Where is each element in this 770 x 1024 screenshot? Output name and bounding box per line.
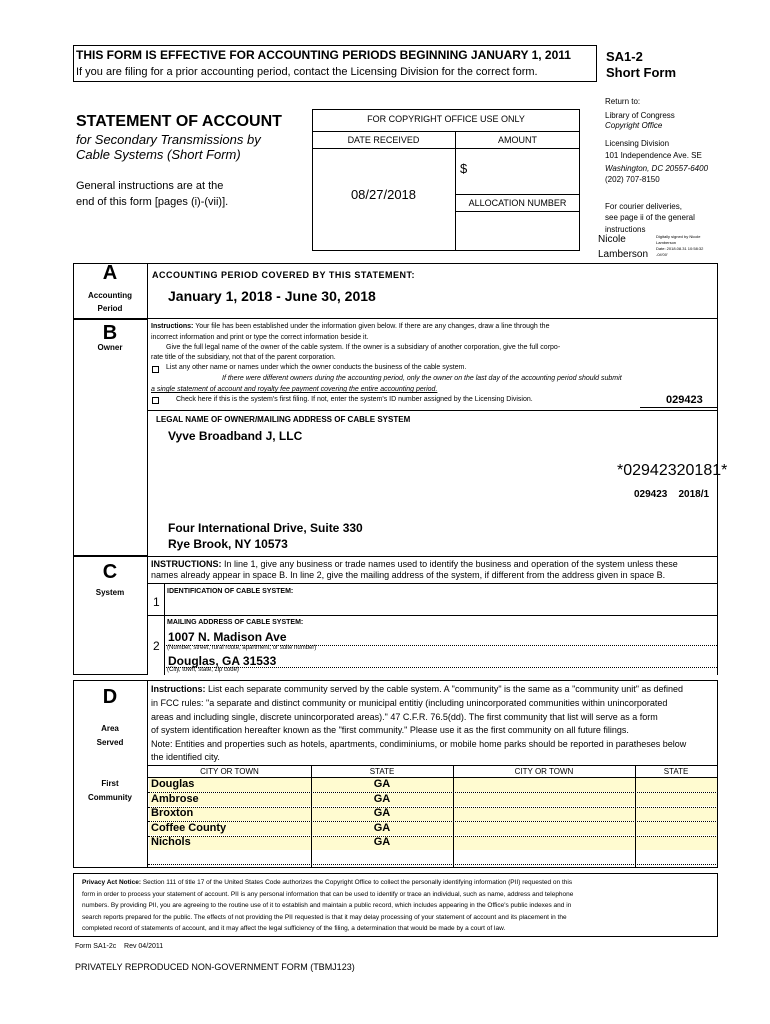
identification-label: IDENTIFICATION OF CABLE SYSTEM:	[167, 588, 294, 595]
system-id-number: 029423	[666, 394, 703, 406]
reproduced-notice: PRIVATELY REPRODUCED NON-GOVERNMENT FORM (TBMJ123)	[75, 962, 355, 972]
system-city: Douglas, GA 31533	[168, 654, 277, 668]
owner-instructions-6: If there were different owners during the accounting period, only the owner on the last day of the accounting period should submit	[222, 375, 622, 382]
office-use-heading: FOR COPYRIGHT OFFICE USE ONLY	[367, 114, 525, 124]
community-row-highlight	[454, 778, 635, 792]
community-row-highlight	[636, 778, 717, 792]
owner-address-1: Four International Drive, Suite 330	[168, 521, 363, 535]
community-city: Coffee County	[151, 821, 227, 834]
community-state: GA	[373, 792, 391, 805]
privacy-line-5: completed record of statements of account, and it may affect the legal sufficiency of the filing, a determination that would be made by a court of law.	[82, 925, 506, 932]
allocation-number-label: ALLOCATION NUMBER	[468, 198, 567, 208]
section-b-letter: B	[102, 322, 118, 344]
city-hint: (City, town, state, zip code)	[167, 667, 239, 673]
effective-notice: THIS FORM IS EFFECTIVE FOR ACCOUNTING PERIODS BEGINNING JANUARY 1, 2011	[76, 48, 571, 62]
community-row-highlight	[454, 822, 635, 836]
section-a-letter: A	[102, 262, 118, 284]
signature-last-name: Lamberson	[598, 249, 649, 260]
form-type: Short Form	[606, 65, 677, 80]
courier-line-3: instructions	[605, 225, 646, 234]
privacy-line-4: search reports prepared for the public. The effects of not providing the PII requested is that it may delay processing of your statement of account and its placement in the	[82, 914, 567, 921]
digital-signature-2: Lamberson	[656, 240, 677, 245]
form-subtitle-2: Cable Systems (Short Form)	[76, 147, 241, 162]
date-received-value: 08/27/2018	[350, 187, 417, 202]
first-community-label-1: First	[101, 779, 119, 788]
community-row-highlight	[454, 807, 635, 821]
accounting-period-value: January 1, 2018 - June 30, 2018	[168, 288, 376, 304]
first-community-label-2: Community	[88, 793, 132, 802]
owner-instructions-1: Instructions: Your file has been established under the information given below. If there are any changes, draw a line through the	[151, 323, 550, 330]
general-instructions-1: General instructions are at the	[76, 180, 224, 192]
accounting-period-heading: ACCOUNTING PERIOD COVERED BY THIS STATEMENT:	[152, 270, 416, 280]
line-2-number: 2	[153, 639, 160, 653]
legal-name-label: LEGAL NAME OF OWNER/MAILING ADDRESS OF CABLE SYSTEM	[156, 415, 411, 424]
signature-first-name: Nicole	[598, 234, 626, 245]
community-row-highlight	[454, 793, 635, 807]
privacy-line-2: form in order to process your statement of account. PII is any personal information that can be used to identify or trace an individual, such as name, address and telephone	[82, 891, 574, 898]
col-city-header-2: CITY OR TOWN	[514, 767, 574, 776]
area-instructions-6: the identified city.	[151, 752, 220, 762]
general-instructions-2: end of this form [pages (i)-(vii)].	[76, 196, 229, 208]
section-d-label-2: Served	[96, 738, 124, 747]
community-state: GA	[373, 836, 391, 848]
system-instructions-1: INSTRUCTIONS: In line 1, give any business or trade names used to identify the business and operation of the system unless these	[151, 559, 678, 569]
return-line-3: Licensing Division	[605, 139, 670, 148]
section-a-label-2: Period	[97, 304, 123, 313]
community-row-highlight	[636, 793, 717, 807]
return-to-label: Return to:	[605, 97, 641, 106]
section-c-label: System	[95, 588, 125, 597]
owner-instructions-2: incorrect information and print or type the correct information beside it.	[151, 334, 369, 341]
row-divider	[148, 792, 718, 793]
return-line-4: 101 Independence Ave. SE	[605, 151, 702, 160]
dollar-sign: $	[460, 161, 468, 176]
street-hint: (Number, street, rural route, apartment, or suite number)	[167, 645, 317, 651]
system-instructions-2: names already appear in space B. In line 2, give the mailing address of the system, if different from the address given in space B.	[151, 570, 666, 580]
courier-line-1: For courier deliveries,	[605, 202, 682, 211]
owner-name: Vyve Broadband J, LLC	[168, 429, 303, 443]
owner-instructions-4: rate title of the subsidiary, not that of the parent corporation.	[151, 354, 336, 361]
section-d-letter: D	[102, 686, 118, 708]
community-city: Broxton	[151, 807, 194, 819]
community-row-highlight	[636, 836, 717, 850]
col-city-header: CITY OR TOWN	[200, 767, 259, 776]
section-c-letter: C	[102, 561, 118, 583]
section-d-label-1: Area	[101, 724, 119, 733]
date-received-label: DATE RECEIVED	[347, 135, 420, 145]
privacy-line-1: Privacy Act Notice: Section 111 of title 17 of the United States Code authorizes the Copyright Office to collect the personally identifying information (PII) requested on this	[82, 879, 573, 886]
id-period: 029423 2018/1	[634, 489, 710, 500]
community-city: Douglas	[151, 778, 195, 790]
owner-instructions-3: Give the full legal name of the owner of the cable system. If the owner is a subsidiary of another corporation, give the full corpo-	[166, 344, 561, 351]
area-instructions-3: areas and including single, discrete unincorporated areas)." 47 C.F.R. 76.5(dd). The first community that list will serve as a form	[151, 712, 658, 722]
col-state-header: STATE	[369, 767, 395, 776]
return-line-5: Washington, DC 20557-6400	[605, 164, 709, 173]
digital-signature-3: Date: 2018.08.31 10:58:32	[656, 246, 704, 251]
owner-address-2: Rye Brook, NY 10573	[168, 537, 288, 551]
row-divider	[148, 821, 718, 822]
prior-period-notice: If you are filing for a prior accounting period, contact the Licensing Division for the correct form.	[76, 66, 538, 78]
community-city: Nichols	[151, 836, 191, 848]
first-filing-checkbox[interactable]	[152, 397, 159, 404]
community-row-highlight	[454, 836, 635, 850]
owner-instructions-5: List any other name or names under which the owner conducts the business of the cable system.	[166, 364, 467, 371]
area-instructions-2: in FCC rules: "a separate and distinct community or municipal entitiy (including unincorporated communities within unincorporated	[151, 698, 668, 708]
section-b-label: Owner	[97, 343, 123, 352]
community-state: GA	[373, 807, 391, 819]
mailing-address-label: MAILING ADDRESS OF CABLE SYSTEM:	[167, 619, 304, 626]
community-state: GA	[373, 778, 391, 790]
return-line-1: Library of Congress	[605, 111, 675, 120]
row-divider	[148, 807, 718, 808]
community-row-highlight	[636, 822, 717, 836]
digital-signature-1: Digitally signed by Nicole	[656, 234, 701, 239]
return-line-6: (202) 707-8150	[605, 175, 660, 184]
form-title: STATEMENT OF ACCOUNT	[76, 113, 282, 130]
area-instructions-1: Instructions: List each separate community served by the cable system. A "community" is the same as a "community unit" as defined	[151, 684, 684, 694]
privacy-line-3: numbers. By providing PII, you are agreeing to the routine use of it to establish and maintain a public record, which includes appearing in the Office's public indexes and in	[82, 902, 572, 909]
row-divider	[148, 836, 718, 837]
community-city: Ambrose	[151, 792, 199, 805]
digital-signature-4: -04'00'	[656, 252, 668, 257]
amount-label: AMOUNT	[498, 135, 537, 145]
form-revision: Form SA1-2c Rev 04/2011	[75, 943, 164, 950]
form-code: SA1-2	[606, 49, 643, 64]
section-a-label-1: Accounting	[88, 291, 132, 300]
form-subtitle-1: for Secondary Transmissions by	[76, 132, 261, 147]
courier-line-2: see page ii of the general	[605, 213, 695, 222]
owner-instructions-7: a single statement of account and royalty fee payment covering the entire accounting period.	[151, 386, 438, 393]
other-names-checkbox[interactable]	[152, 366, 159, 373]
community-state: GA	[373, 821, 391, 834]
return-line-2: Copyright Office	[605, 121, 663, 130]
col-state-header-2: STATE	[663, 767, 689, 776]
area-instructions-5: Note: Entities and properties such as hotels, apartments, condiminiums, or mobile home parks should be reported in paratheses below	[151, 739, 687, 749]
system-street: 1007 N. Madison Ave	[168, 630, 287, 644]
community-row-highlight	[636, 807, 717, 821]
line-1-number: 1	[153, 595, 160, 609]
owner-instructions-8: Check here if this is the system's first filing. If not, enter the system's ID number assigned by the Licensing Division.	[176, 396, 533, 403]
area-instructions-4: of system identification hereafter known as the "first community." Please use it as the first community on all future filings.	[151, 725, 629, 735]
barcode-text: *02942320181*	[617, 462, 728, 479]
